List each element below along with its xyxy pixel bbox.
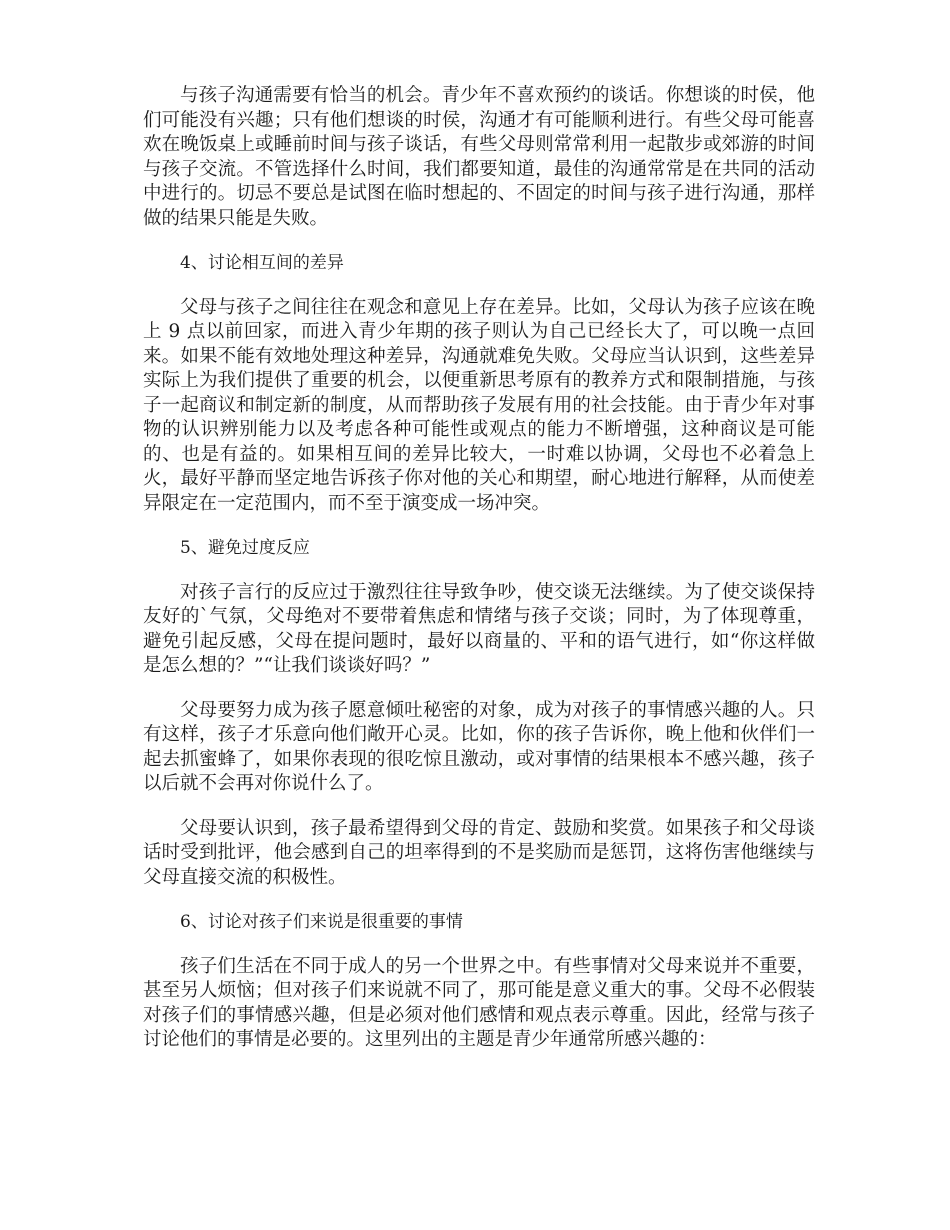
paragraph-encouragement: 父母要认识到，孩子最希望得到父母的肯定、鼓励和奖赏。如果孩子和父母谈话时受到批评，他会感到自己的坦率得到的不是奖励而是惩罚，这将伤害他继续与父母直接交流的积极性。 xyxy=(143,817,815,888)
document-page xyxy=(143,84,815,1073)
paragraph-important-topics: 孩子们生活在不同于成人的另一个世界之中。有些事情对父母来说并不重要，甚至另人烦恼；但对孩子们来说就不同了，那可能是意义重大的事。父母不必假装对孩子们的事情感兴趣，但是必须对他们感情和观点表示尊重。因此，经常与孩子讨论他们的事情是必要的。这里列出的主题是青少年通常所感兴趣的： xyxy=(143,955,815,1050)
section-heading-6: 6、讨论对孩子们来说是很重要的事情 xyxy=(180,912,463,932)
section-heading-4: 4、讨论相互间的差异 xyxy=(180,253,344,273)
paragraph-overreaction: 对孩子言行的反应过于激烈往往导致争吵，使交谈无法继续。为了使交谈保持友好的`气氛，父母绝对不要带着焦虑和情绪与孩子交谈；同时，为了体现尊重，避免引起反感，父母在提问题时，最好以商量的、平和的语气进行，如“你这样做是怎么想的？”“让我们谈谈好吗？” xyxy=(143,581,815,676)
paragraph-communication-timing: 与孩子沟通需要有恰当的机会。青少年不喜欢预约的谈话。你想谈的时侯，他们可能没有兴趣；只有他们想谈的时侯，沟通才有可能顺利进行。有些父母可能喜欢在晚饭桌上或睡前时间与孩子谈话，有些父母则常常利用一起散步或郊游的时间与孩子交流。不管选择什么时间，我们都要知道，最佳的沟通常常是在共同的活动中进行的。切忌不要总是试图在临时想起的、不固定的时间与孩子进行沟通，那样做的结果只能是失败。 xyxy=(143,85,815,229)
paragraph-differences: 父母与孩子之间往往在观念和意见上存在差异。比如，父母认为孩子应该在晚上 9 点以前回家，而进入青少年期的孩子则认为自己已经长大了，可以晚一点回来。如果不能有效地处理这种差异，沟通就难免失败。父母应当认识到，这些差异实际上为我们提供了重要的机会，以便重新思考原有的教养方式和限制措施，与孩子一起商议和制定新的制度，从而帮助孩子发展有用的社会技能。由于青少年对事物的认识辨别能力以及考虑各种可能性或观点的能力不断增强，这种商议是可能的、也是有益的。如果相互间的差异比较大，一时难以协调，父母也不必着急上火，最好平静而坚定地告诉孩子你对他的关心和期望，耐心地进行解释，从而使差异限定在一定范围内，而不至于演变成一场冲突。 xyxy=(143,296,815,514)
section-heading-5: 5、避免过度反应 xyxy=(180,538,310,558)
paragraph-confidant: 父母要努力成为孩子愿意倾吐秘密的对象，成为对孩子的事情感兴趣的人。只有这样，孩子才乐意向他们敞开心灵。比如，你的孩子告诉你，晚上他和伙伴们一起去抓蜜蜂了，如果你表现的很吃惊且激动，或对事情的结果根本不感兴趣，孩子以后就不会再对你说什么了。 xyxy=(143,699,815,794)
